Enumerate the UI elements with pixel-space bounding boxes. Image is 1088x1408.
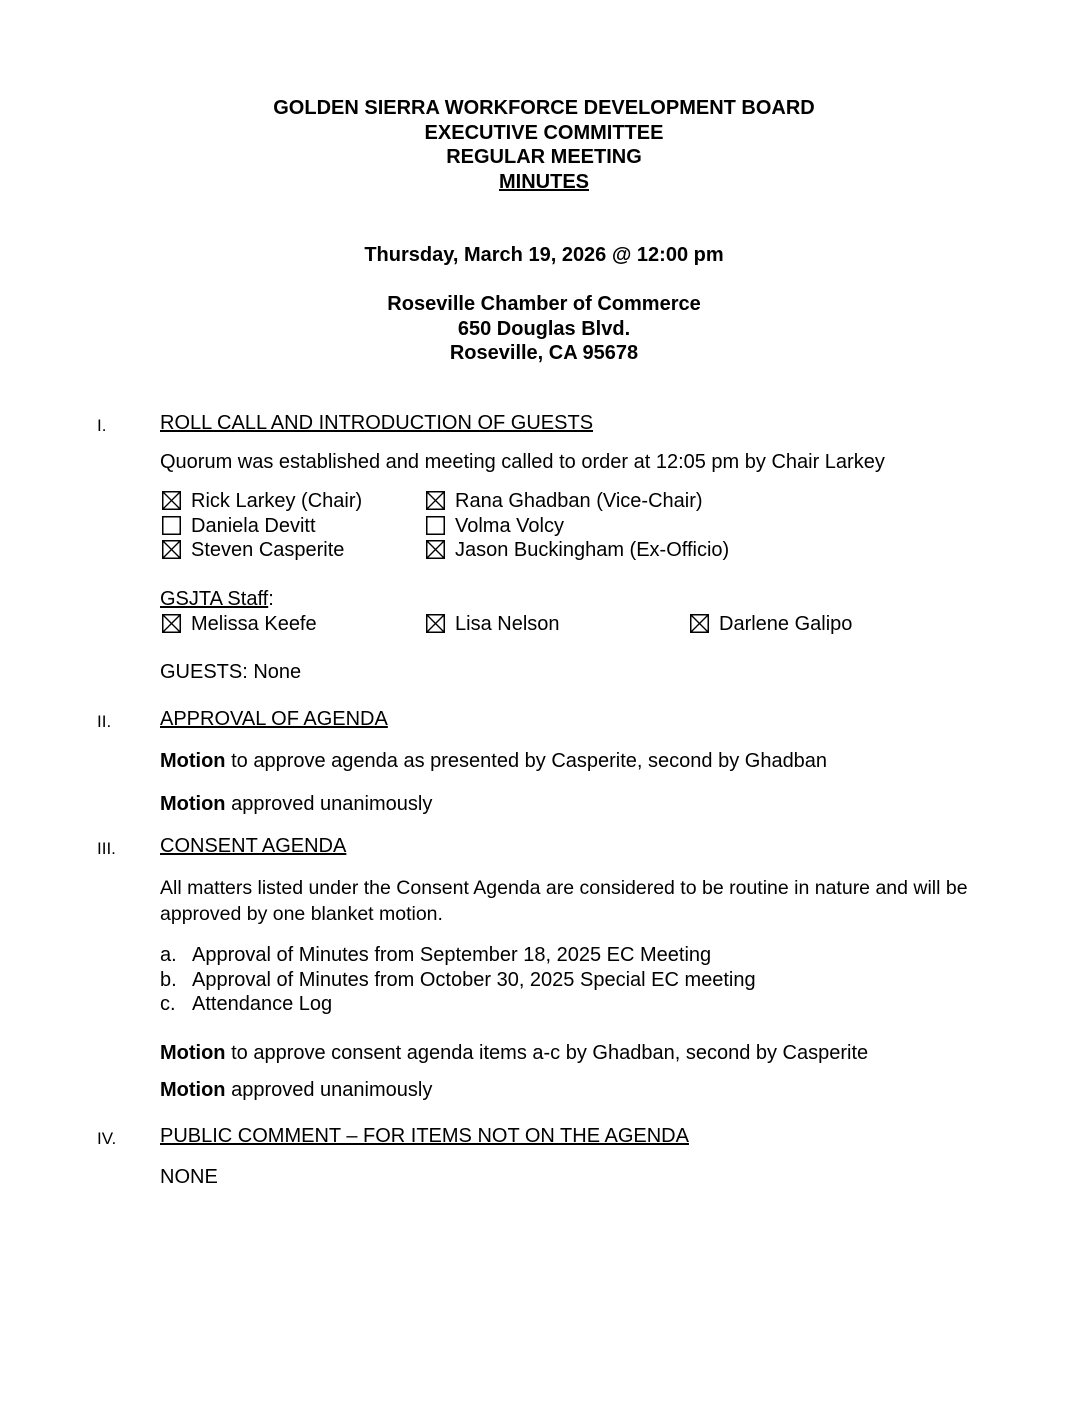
meeting-type: REGULAR MEETING	[446, 146, 642, 168]
venue-name: Roseville Chamber of Commerce	[387, 293, 701, 315]
motion-result: Motion approved unanimously	[160, 793, 433, 815]
checked-box-icon	[162, 540, 181, 559]
section-number: III.	[97, 839, 116, 858]
attendee-name: Daniela Devitt	[191, 515, 316, 537]
section-title: CONSENT AGENDA	[160, 835, 347, 857]
section-title: ROLL CALL AND INTRODUCTION OF GUESTS	[160, 412, 594, 434]
empty-box-icon	[426, 516, 445, 535]
staff-entry	[690, 612, 852, 636]
attendee-name: Steven Casperite	[191, 539, 345, 561]
empty-box-icon	[162, 516, 181, 535]
committee-title: EXECUTIVE COMMITTEE	[424, 122, 664, 144]
attendee-name: Rana Ghadban (Vice-Chair)	[455, 490, 703, 512]
attendee-name: Jason Buckingham (Ex-Officio)	[455, 539, 730, 561]
attendee-entry	[162, 489, 362, 513]
list-item: b. Approval of Minutes from October 30, 2025 Special EC meeting	[160, 969, 756, 991]
motion-line: Motion to approve consent agenda items a-c by Ghadban, second by Casperite	[160, 1042, 869, 1064]
list-item: c. Attendance Log	[160, 993, 333, 1015]
document-type: MINUTES	[499, 171, 589, 193]
staff-entry	[426, 612, 560, 636]
attendee-name: Rick Larkey (Chair)	[191, 490, 363, 512]
section-number: II.	[97, 712, 112, 731]
motion-result: Motion approved unanimously	[160, 1079, 433, 1101]
venue-city: Roseville, CA 95678	[449, 342, 639, 364]
staff-name: Lisa Nelson	[455, 613, 560, 635]
guests-line: GUESTS: None	[160, 661, 302, 683]
attendee-entry	[426, 514, 564, 538]
staff-name: Melissa Keefe	[191, 613, 317, 635]
staff-label: GSJTA Staff:	[160, 588, 274, 610]
attendee-entry	[162, 514, 316, 538]
meeting-datetime: Thursday, March 19, 2026 @ 12:00 pm	[364, 244, 724, 266]
motion-line: Motion to approve agenda as presented by Casperite, second by Ghadban	[160, 750, 828, 772]
attendee-entry	[426, 489, 703, 513]
quorum-statement: Quorum was established and meeting called to order at 12:05 pm by Chair Larkey	[160, 451, 885, 473]
list-item: a. Approval of Minutes from September 18, 2025 EC Meeting	[160, 944, 712, 966]
attendee-entry	[426, 538, 729, 562]
checked-box-icon	[162, 614, 181, 633]
section-title: PUBLIC COMMENT – FOR ITEMS NOT ON THE AGENDA	[160, 1125, 689, 1147]
attendee-entry	[162, 538, 344, 562]
org-title: GOLDEN SIERRA WORKFORCE DEVELOPMENT BOARD	[273, 97, 815, 119]
venue-street: 650 Douglas Blvd.	[457, 318, 631, 340]
attendee-name: Volma Volcy	[455, 515, 564, 537]
public-comment-body: NONE	[160, 1166, 218, 1188]
checked-box-icon	[426, 540, 445, 559]
staff-name: Darlene Galipo	[719, 613, 853, 635]
checked-box-icon	[426, 491, 445, 510]
section-number: IV.	[97, 1129, 117, 1148]
section-number: I.	[97, 416, 107, 435]
consent-intro: All matters listed under the Consent Agenda are considered to be routine in nature and will be approved by one blanket motion.	[160, 877, 968, 925]
checked-box-icon	[162, 491, 181, 510]
section-title: APPROVAL OF AGENDA	[160, 708, 388, 730]
checked-box-icon	[690, 614, 709, 633]
checked-box-icon	[426, 614, 445, 633]
staff-entry	[162, 612, 317, 636]
